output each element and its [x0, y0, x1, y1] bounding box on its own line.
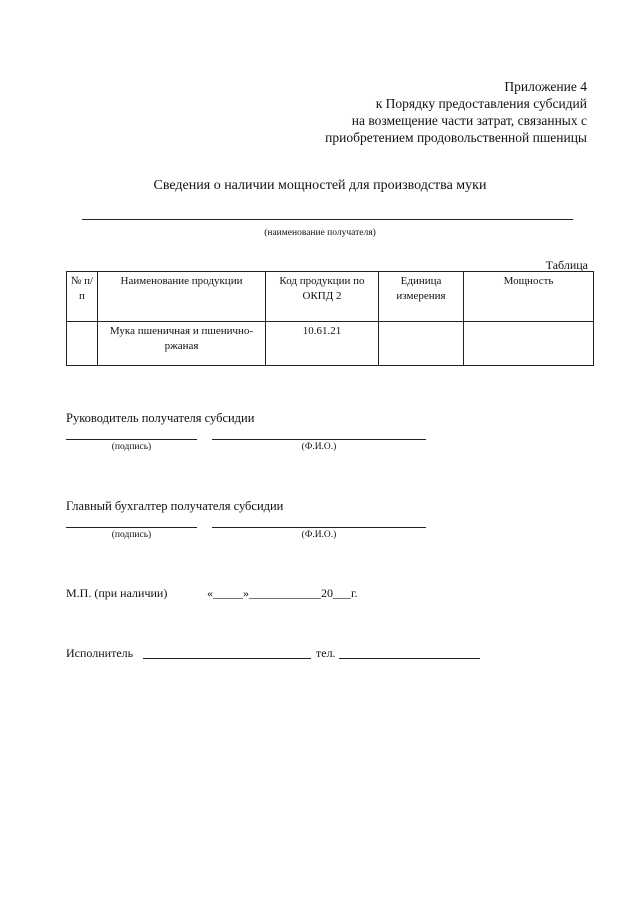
cell-unit[interactable]	[379, 322, 464, 366]
head-name-line[interactable]	[212, 439, 426, 440]
table-label: Таблица	[545, 258, 588, 272]
header-product-name: Наименование продукции	[98, 272, 266, 322]
appendix-header	[325, 78, 587, 146]
header-capacity: Мощность	[464, 272, 594, 322]
appendix-line-3: на возмещение части затрат, связанных с	[351, 113, 587, 128]
capacity-table	[66, 271, 594, 366]
cell-product-name[interactable]: Мука пшеничная и пшенично-ржаная	[98, 322, 266, 366]
appendix-line-1: Приложение 4	[504, 79, 587, 94]
header-num: № п/п	[67, 272, 98, 322]
table-row	[67, 322, 594, 366]
header-unit: Единица измерения	[379, 272, 464, 322]
stamp-label: М.П. (при наличии)	[66, 586, 168, 600]
accountant-name-caption: (Ф.И.О.)	[301, 530, 337, 540]
executor-name-line[interactable]	[143, 658, 311, 659]
accountant-label: Главный бухгалтер получателя субсидии	[66, 499, 284, 513]
table-header-row	[67, 272, 594, 322]
recipient-name-line[interactable]	[82, 219, 573, 220]
head-name-caption: (Ф.И.О.)	[301, 442, 337, 452]
head-signature-line[interactable]	[66, 439, 197, 440]
cell-capacity[interactable]	[464, 322, 594, 366]
recipient-caption: (наименование получателя)	[264, 228, 376, 238]
accountant-name-line[interactable]	[212, 527, 426, 528]
header-product-code: Код продукции по ОКПД 2	[266, 272, 379, 322]
accountant-signature-caption: (подпись)	[111, 530, 152, 540]
tel-line[interactable]	[339, 658, 480, 659]
head-label: Руководитель получателя субсидии	[66, 411, 255, 425]
document-title: Сведения о наличии мощностей для производства муки	[153, 178, 487, 193]
executor-label: Исполнитель	[66, 646, 134, 660]
date-field[interactable]: «_____»____________20___г.	[207, 586, 358, 600]
appendix-line-2: к Порядку предоставления субсидий	[375, 96, 587, 111]
cell-num[interactable]	[67, 322, 98, 366]
cell-product-code[interactable]: 10.61.21	[266, 322, 379, 366]
tel-label: тел.	[316, 646, 336, 660]
accountant-signature-line[interactable]	[66, 527, 197, 528]
appendix-line-4: приобретением продовольственной пшеницы	[325, 130, 587, 145]
head-signature-caption: (подпись)	[111, 442, 152, 452]
